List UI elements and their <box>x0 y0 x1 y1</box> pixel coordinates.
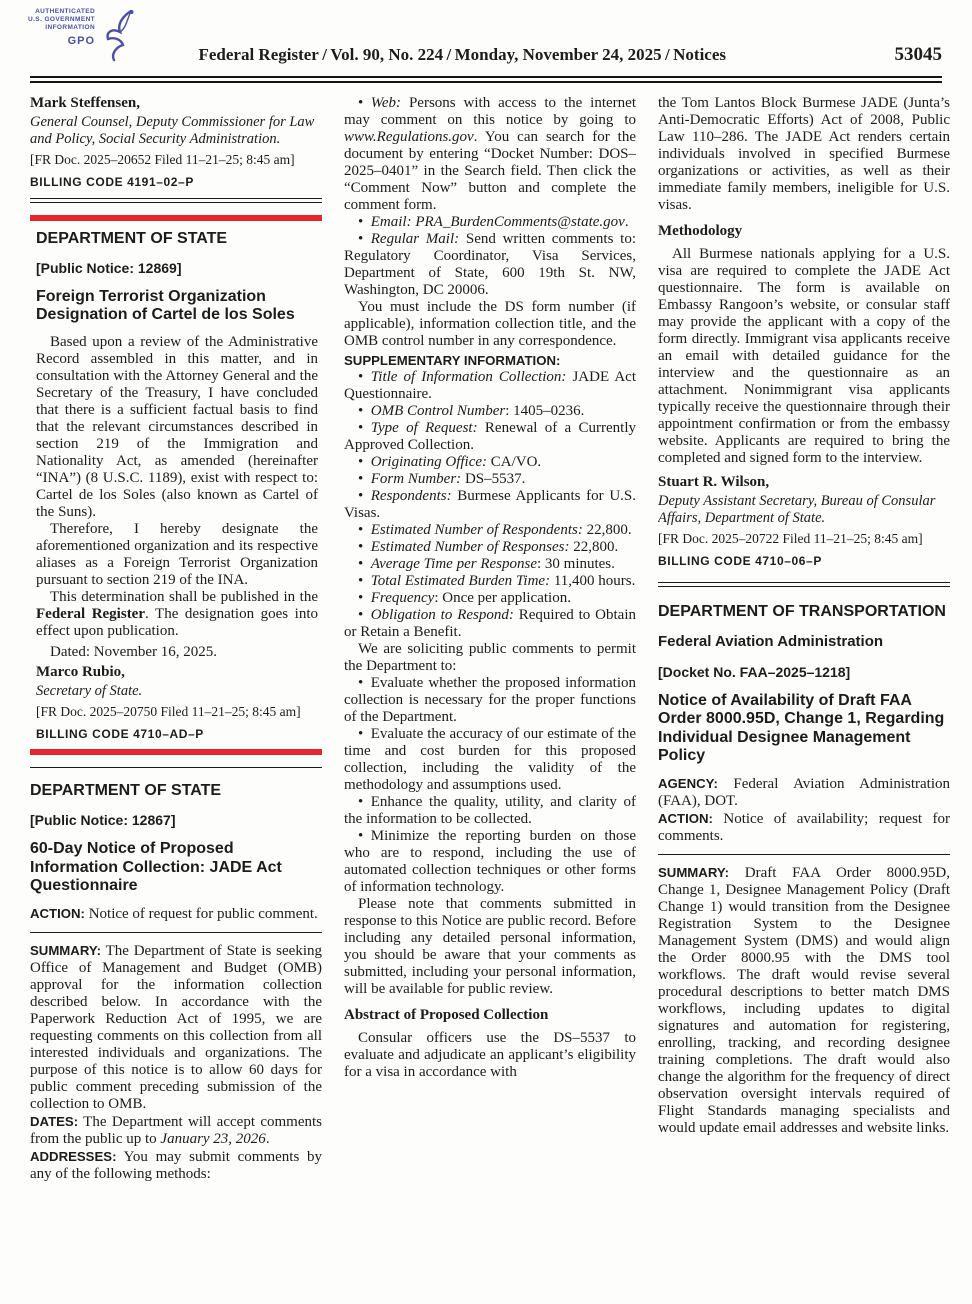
billing-code: BILLING CODE 4710–AD–P <box>36 727 204 741</box>
gpo-logo-acronym: GPO <box>67 35 96 47</box>
supp-lead: Estimated Number of Responses: <box>370 539 570 555</box>
soliciting-item: • Enhance the quality, utility, and clarity of the information to be collected. <box>344 794 636 828</box>
bullet-text: . You can search for the document by entering “Docket Number: DOS–2025–0401” in the Search field. Then click the “Comment Now” button and complete the comment form. <box>344 129 636 213</box>
body-paragraph: We are soliciting public comments to permit the Department to: <box>344 641 636 674</box>
dated-line: Dated: November 16, 2025. <box>50 643 218 660</box>
section-divider <box>30 932 322 933</box>
gpo-logo-text <box>28 8 95 47</box>
summary-label: SUMMARY: <box>30 942 102 958</box>
highlight-box <box>30 215 322 756</box>
dates-text: The Department will accept comments from the public up to <box>30 1113 322 1147</box>
public-notice-number: [Public Notice: 12869] <box>36 259 182 276</box>
dates-deadline: January 23, 2026 <box>160 1130 266 1147</box>
gpo-logo-line: U.S. GOVERNMENT <box>28 16 96 23</box>
supp-text: : 30 minutes. <box>536 556 615 572</box>
body-paragraph: You must include the DS form number (if applicable), information collection title, and the OMB control number in any correspondence. <box>344 299 636 349</box>
supp-text: Renewal of a Currently Approved Collection. <box>344 420 636 453</box>
supp-item <box>344 488 636 522</box>
supp-text: DS–5537. <box>461 471 526 487</box>
header-title <box>30 45 895 65</box>
supp-text: 22,800. <box>569 539 619 555</box>
billing-code: BILLING CODE 4191–02–P <box>30 175 194 189</box>
signature-title: Secretary of State. <box>36 682 143 699</box>
supp-lead: Title of Information Collection: <box>370 369 567 385</box>
body-paragraph: Consular officers use the DS–5537 to evaluate and adjudicate an applicant’s eligibility for a visa in accordance with <box>344 1030 636 1080</box>
column-left <box>30 95 322 1300</box>
addresses-paragraph <box>30 1148 322 1183</box>
url-text: www.Regulations.gov <box>344 129 474 145</box>
supp-lead: Frequency <box>370 590 435 606</box>
document-divider <box>30 198 322 203</box>
soliciting-item: • Evaluate the accuracy of our estimate of the time and cost burden for this proposed collection, including the validity of the methodology and assumptions used. <box>344 726 636 794</box>
summary-label: SUMMARY: <box>658 864 730 880</box>
bullet-text: Persons with access to the internet may comment on this notice by going to <box>344 95 636 128</box>
page-number: 53045 <box>894 44 942 65</box>
supp-item <box>344 556 636 573</box>
bullet-lead: Web: <box>370 95 402 111</box>
fr-doc-line: [FR Doc. 2025–20722 Filed 11–21–25; 8:45 am] <box>658 531 923 546</box>
supp-lead: Form Number: <box>370 471 462 487</box>
agency-paragraph <box>658 775 950 810</box>
signature-name: Stuart R. Wilson, <box>658 474 770 490</box>
supp-text: Burmese Applicants for U.S. Visas. <box>344 488 636 521</box>
body-paragraph <box>36 589 318 640</box>
supp-item <box>344 369 636 403</box>
fr-doc-line: [FR Doc. 2025–20750 Filed 11–21–25; 8:45 am] <box>36 704 301 719</box>
three-column-body <box>30 95 950 1300</box>
supp-text: Required to Obtain or Retain a Benefit. <box>344 607 636 640</box>
section-heading: Methodology <box>658 223 743 239</box>
dates-paragraph <box>30 1113 322 1148</box>
summary-text: The Department of State is seeking Office of Management and Budget (OMB) approval for the information collection described below. In accordance with the Paperwork Reduction Act of 1995, we are requesting comments on this collection from all interested individuals and organizations. The purpose of this notice is to allow 60 days for public comment preceding submission of the collection to OMB. <box>30 942 322 1112</box>
body-paragraph: Therefore, I hereby designate the aforementioned organization and its respective aliases as a Foreign Terrorist Organization pursuant to section 219 of the INA. <box>36 520 318 588</box>
email-address: Email: PRA_BurdenComments@state.gov <box>370 214 625 230</box>
action-text: Notice of request for public comment. <box>84 905 318 922</box>
supp-text: CA/VO. <box>487 454 542 470</box>
bullet-lead: Regular Mail: <box>370 231 460 247</box>
supp-text: : Once per application. <box>434 590 571 606</box>
page-header <box>30 44 942 66</box>
department-heading: DEPARTMENT OF STATE <box>30 782 222 799</box>
bullet-text: Send written comments to: Regulatory Coordinator, Visa Services, Department of State, 600 19th St. NW, Washington, DC 20006. <box>344 231 636 298</box>
supp-text: : 1405–0236. <box>505 403 585 419</box>
column-right <box>658 95 950 1300</box>
supp-lead: Originating Office: <box>370 454 488 470</box>
body-paragraph: Based upon a review of the Administrative Record assembled in this matter, and in consultation with the Attorney General and the Secretary of the Treasury, I have concluded that there is a sufficient factual basis to find that the relevant circumstances described in section 219 of the Immigration and Nationality Act, as amended (hereinafter “INA”) (8 U.S.C. 1189), exist with respect to: Cartel de los Soles (also known as Cartel of the Suns). <box>36 333 318 520</box>
section-heading: Abstract of Proposed Collection <box>344 1007 549 1023</box>
supp-text: 22,800. <box>582 522 632 538</box>
supp-item <box>344 607 636 641</box>
agency-text: Federal Aviation Administration (FAA), DOT. <box>658 775 950 809</box>
supp-text: JADE Act Questionnaire. <box>344 369 636 402</box>
signature-title: General Counsel, Deputy Commissioner for Law and Policy, Social Security Administration. <box>30 114 315 147</box>
supp-item <box>344 471 636 488</box>
gpo-logo-line: INFORMATION <box>45 24 96 31</box>
column-middle <box>344 95 636 1300</box>
document-divider <box>658 582 950 587</box>
summary-paragraph <box>658 864 950 1137</box>
dates-period: . <box>265 1130 270 1147</box>
supp-lead: Total Estimated Burden Time: <box>370 573 551 589</box>
soliciting-item: • Minimize the reporting burden on those who are to respond, including the use of automated collection techniques or other forms of information technology. <box>344 828 636 896</box>
action-label: ACTION: <box>658 810 713 826</box>
notice-title: Notice of Availability of Draft FAA Order 8000.95D, Change 1, Regarding Individual Designee Management Policy <box>658 691 945 764</box>
body-paragraph: All Burmese nationals applying for a U.S. visa are required to complete the JADE Act questionnaire. The form is available on Embassy Rangoon’s website, or consular staff may provide the applicant with a copy of the form directly. Immigrant visa applicants receive an email with detailed guidance for the interview and the questionnaire as an attachment. Nonimmigrant visa applicants typically receive the questionnaire through their appointment confirmation or from the embassy website. Applicants are required to bring the completed and signed form to the interview. <box>658 246 950 466</box>
supp-lead: OMB Control Number <box>370 403 506 419</box>
supp-item <box>344 403 636 420</box>
federal-register-bold: Federal Register <box>36 605 146 622</box>
supp-lead: Respondents: <box>370 488 452 504</box>
paragraph-text: . The designation goes into effect upon publication. <box>36 605 319 639</box>
section-divider <box>658 854 950 855</box>
supp-item <box>344 522 636 539</box>
supp-item <box>344 454 636 471</box>
supp-item <box>344 590 636 607</box>
public-notice-number: [Public Notice: 12867] <box>30 812 176 828</box>
department-heading: DEPARTMENT OF TRANSPORTATION <box>658 602 946 620</box>
action-paragraph <box>658 810 950 845</box>
action-label: ACTION: <box>30 905 85 921</box>
summary-paragraph <box>30 942 322 1113</box>
bullet-item-email <box>344 214 636 231</box>
supp-item <box>344 539 636 556</box>
department-heading: DEPARTMENT OF STATE <box>36 229 228 247</box>
bullet-item-web <box>344 95 636 214</box>
addresses-label: ADDRESSES: <box>30 1148 117 1164</box>
paragraph-text: This determination shall be published in the <box>50 588 318 605</box>
bullet-text: . <box>624 214 629 230</box>
body-paragraph: Please note that comments submitted in response to this Notice are public record. Before including any detailed personal information, you should be aware that your comments as submitted, including your personal information, will be available for public review. <box>344 896 636 997</box>
notice-title: 60-Day Notice of Proposed Information Collection: JADE Act Questionnaire <box>30 840 282 894</box>
action-paragraph <box>30 905 322 923</box>
notice-title: Foreign Terrorist Organization Designation of Cartel de los Soles <box>36 287 295 323</box>
document-divider <box>30 767 322 768</box>
supp-lead: Obligation to Respond: <box>370 607 514 623</box>
signature-name: Marco Rubio, <box>36 663 125 680</box>
bullet-item-mail <box>344 231 636 299</box>
journal-name: Federal Register <box>198 45 319 64</box>
signature-title: Deputy Assistant Secretary, Bureau of Consular Affairs, Department of State. <box>658 493 936 526</box>
supp-lead: Average Time per Response <box>370 556 537 572</box>
billing-code: BILLING CODE 4710–06–P <box>658 554 822 568</box>
agency-heading: Federal Aviation Administration <box>658 632 884 650</box>
agency-label: AGENCY: <box>658 775 718 791</box>
header-divider <box>30 76 942 83</box>
action-text: Notice of availability; request for comments. <box>658 810 950 844</box>
dates-label: DATES: <box>30 1113 79 1129</box>
supp-item <box>344 420 636 454</box>
docket-number: [Docket No. FAA–2025–1218] <box>658 663 851 680</box>
body-paragraph: the Tom Lantos Block Burmese JADE (Junta’s Anti-Democratic Efforts) Act of 2008, Public Law 110–286. The JADE Act renders certain individuals involved in specified Burmese organizations or activities, as well as their immediate family members, ineligible for U.S. visas. <box>658 95 950 213</box>
supplementary-information-label: SUPPLEMENTARY INFORMATION: <box>344 353 561 368</box>
issue-line: / Vol. 90, No. 224 / Monday, November 24, 2025 / Notices <box>318 45 727 64</box>
gpo-logo-line: AUTHENTICATED <box>35 8 96 15</box>
fr-doc-line: [FR Doc. 2025–20652 Filed 11–21–25; 8:45 am] <box>30 152 295 167</box>
signature-name: Mark Steffensen, <box>30 95 140 111</box>
supp-text: 11,400 hours. <box>550 573 636 589</box>
supp-lead: Type of Request: <box>370 420 478 436</box>
soliciting-item: • Evaluate whether the proposed information collection is necessary for the proper functions of the Department. <box>344 675 636 726</box>
supp-lead: Estimated Number of Respondents: <box>370 522 583 538</box>
supp-item <box>344 573 636 590</box>
addresses-text: You may submit comments by any of the following methods: <box>30 1148 322 1182</box>
summary-text: Draft FAA Order 8000.95D, Change 1, Designee Management Policy (Draft Change 1) would transition from the Designee Registration System to the Designee Management System (DMS) and would align the Order 8000.95 with the DMS tool workflows. The draft would revise several procedural descriptions to better match DMS workflows, including updates to digital signatures and automation for registering, enrolling, tracking, and recording designee training completions. The draft would also change the algorithm for the frequency of direct observation oversight intervals required of Flight Standards managing specialists and would update email addresses and website links. <box>658 864 950 1136</box>
